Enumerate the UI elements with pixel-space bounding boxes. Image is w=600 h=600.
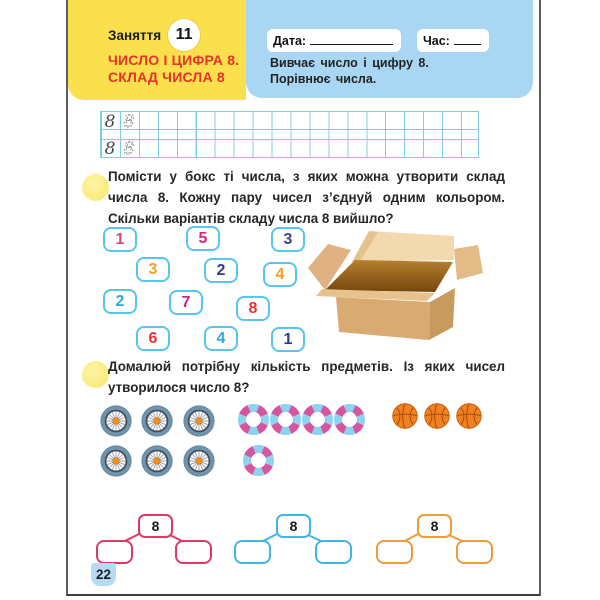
number-chip-value: 3 — [148, 260, 158, 278]
number-chip[interactable] — [186, 226, 220, 251]
number-chip-value: 3 — [283, 230, 293, 248]
lifebuoy-image — [270, 404, 301, 435]
bond-value: 8 — [151, 518, 160, 534]
lesson-title-line-1: ЧИСЛО І ЦИФРА 8. — [108, 52, 240, 68]
handwriting-grid[interactable] — [100, 111, 479, 158]
time-field[interactable] — [417, 29, 489, 52]
lesson-title-line-2: СКЛАД ЧИСЛА 8 — [108, 68, 225, 85]
number-chip[interactable] — [204, 326, 238, 351]
lifebuoy-image — [238, 404, 269, 435]
number-chip[interactable] — [169, 290, 203, 315]
number-chip-value: 4 — [216, 329, 226, 347]
wheel-image — [100, 405, 132, 437]
number-chip[interactable] — [236, 296, 270, 321]
number-chip[interactable] — [271, 327, 305, 352]
number-chip[interactable] — [103, 227, 137, 252]
number-chip-value: 8 — [248, 299, 258, 317]
bond-left-box[interactable] — [96, 540, 133, 564]
task2-text — [108, 356, 505, 398]
number-chip-value: 4 — [275, 265, 285, 283]
number-chip[interactable] — [271, 227, 305, 252]
number-chip-value: 5 — [198, 229, 208, 247]
cardboard-box-illustration — [306, 228, 486, 344]
task2-bullet — [82, 361, 109, 388]
bond-right-box[interactable] — [315, 540, 352, 564]
date-field[interactable] — [267, 29, 401, 52]
page-number-tab — [91, 563, 116, 586]
lesson-row — [108, 19, 200, 51]
traced-digit-dotted: 8 — [123, 112, 135, 132]
lifebuoy-hole — [310, 412, 325, 427]
lifebuoy-hole — [246, 412, 261, 427]
traced-digit-solid: 8 — [104, 112, 116, 132]
lifebuoy-image — [243, 445, 274, 476]
bond-left-box[interactable] — [234, 540, 271, 564]
date-blank-line[interactable] — [310, 32, 393, 45]
number-chip[interactable] — [136, 326, 170, 351]
number-bond — [95, 514, 211, 562]
bond-right-box[interactable] — [456, 540, 493, 564]
lifebuoy-hole — [278, 412, 293, 427]
handwriting-samples — [101, 112, 478, 157]
skill-line-1: Вивчає число і цифру 8. — [270, 56, 429, 70]
traced-digit-dotted: 8 — [123, 139, 135, 157]
page-number: 22 — [95, 567, 112, 582]
number-chip[interactable] — [136, 257, 170, 282]
skills-list — [270, 56, 429, 87]
wheel-image — [141, 405, 173, 437]
task1-text-line: Помісти у бокс ті числа, з яких можна утворити склад — [108, 169, 505, 184]
basketball-image — [424, 403, 450, 429]
lesson-number-badge: 11 — [168, 19, 200, 51]
lifebuoy-image — [302, 404, 333, 435]
wheel-image — [183, 445, 215, 477]
traced-digit-solid: 8 — [104, 139, 116, 157]
number-chip[interactable] — [204, 258, 238, 283]
basketball-image — [392, 403, 418, 429]
bond-top-box — [138, 514, 173, 538]
number-chip-value: 1 — [115, 230, 125, 248]
bond-left-box[interactable] — [376, 540, 413, 564]
basketball-image — [456, 403, 482, 429]
number-chip-value: 7 — [181, 293, 191, 311]
task1-bullet — [82, 174, 109, 201]
task2-text-line: утворилося число 8? — [108, 380, 250, 395]
bond-value: 8 — [289, 518, 298, 534]
task1-text — [108, 166, 505, 229]
number-chip-value: 1 — [283, 330, 293, 348]
number-chip[interactable] — [103, 289, 137, 314]
bond-top-box — [417, 514, 452, 538]
wheel-image — [141, 445, 173, 477]
wheel-image — [100, 445, 132, 477]
lesson-header — [68, 0, 246, 100]
lifebuoy-hole — [251, 453, 266, 468]
info-header — [246, 0, 533, 98]
bond-value: 8 — [430, 518, 439, 534]
bond-right-box[interactable] — [175, 540, 212, 564]
lifebuoy-hole — [342, 412, 357, 427]
wheel-image — [183, 405, 215, 437]
bond-top-box — [276, 514, 311, 538]
lesson-label: Заняття — [108, 27, 162, 43]
number-bond — [375, 514, 491, 562]
lesson-title — [108, 52, 239, 85]
number-bond — [233, 514, 349, 562]
number-chip-value: 2 — [115, 292, 125, 310]
number-chip[interactable] — [263, 262, 297, 287]
time-label: Час: — [423, 33, 450, 48]
date-label: Дата: — [273, 33, 307, 48]
task1-text-line: Скільки варіантів складу числа 8 вийшло? — [108, 211, 394, 226]
lifebuoy-image — [334, 404, 365, 435]
task1-text-line: числа 8. Кожну пару чисел з’єднуй одним кольором. — [108, 190, 505, 205]
number-chip-value: 6 — [148, 329, 158, 347]
skill-line-2: Порівнює числа. — [270, 71, 377, 86]
number-chip-value: 2 — [216, 261, 226, 279]
task2-text-line: Домалюй потрібну кількість предметів. Із яких чисел — [108, 359, 505, 374]
time-blank-line[interactable] — [454, 32, 481, 45]
